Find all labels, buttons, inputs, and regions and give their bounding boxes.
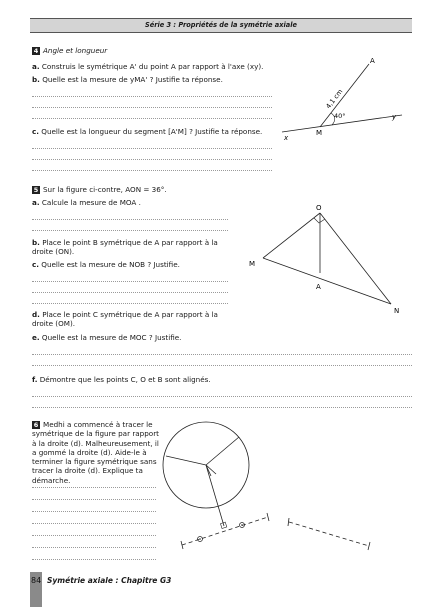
label-n: N bbox=[394, 307, 400, 315]
ex4-a-label: a. bbox=[32, 62, 40, 71]
ex4-b-label: b. bbox=[32, 75, 40, 84]
answer-line[interactable] bbox=[32, 159, 272, 160]
answer-line[interactable] bbox=[32, 219, 228, 220]
ex4-a-text: Construis le symétrique A' du point A par rapport à l'axe (xy). bbox=[41, 62, 264, 71]
base-segment bbox=[182, 517, 268, 545]
ex5-c-text: Quelle est la mesure de NOB ? Justifie. bbox=[41, 260, 180, 269]
ex5-e-label: e. bbox=[32, 333, 40, 342]
answer-line[interactable] bbox=[32, 535, 156, 536]
ex6-figure bbox=[160, 412, 400, 562]
ex4-heading bbox=[32, 46, 107, 55]
ex5-question-b bbox=[32, 238, 230, 257]
answer-line[interactable] bbox=[32, 396, 412, 397]
segment-mn bbox=[263, 258, 391, 304]
ex6-text: Medhi a commencé à tracer le symétrique de la figure par rapport à la droite (d). Malheureusement, il a gommé la droite (d). Aide-le à terminer la figure symétrique sans tracer la droite (d). Explique ta démarche. bbox=[32, 420, 159, 485]
answer-line[interactable] bbox=[32, 107, 272, 108]
ex5-number: 5 bbox=[33, 186, 39, 194]
ex4-c-label: c. bbox=[32, 127, 39, 136]
right-angle-mark bbox=[314, 218, 325, 223]
answer-line[interactable] bbox=[32, 407, 412, 408]
answer-line[interactable] bbox=[32, 499, 156, 500]
ex4-question-b bbox=[32, 75, 223, 84]
tick-mark-dot bbox=[199, 538, 201, 540]
radius-right bbox=[206, 437, 239, 465]
label-m: M bbox=[249, 260, 256, 268]
answer-line[interactable] bbox=[32, 118, 272, 119]
segment-om bbox=[263, 213, 320, 258]
ex5-figure bbox=[240, 196, 420, 320]
answer-line[interactable] bbox=[32, 354, 412, 355]
answer-line[interactable] bbox=[32, 148, 272, 149]
ex5-question-e bbox=[32, 333, 181, 342]
answer-line[interactable] bbox=[32, 230, 228, 231]
ex5-a-text: Calcule la mesure de MOA . bbox=[41, 198, 141, 207]
endpoint-tick bbox=[368, 542, 370, 550]
label-y: y bbox=[392, 113, 397, 121]
ex5-question-f bbox=[32, 375, 211, 384]
answer-line[interactable] bbox=[32, 292, 228, 293]
answer-line[interactable] bbox=[32, 523, 156, 524]
ex5-d-label: d. bbox=[32, 310, 40, 319]
ex4-b-text: Quelle est la mesure de yMA' ? Justifie ta réponse. bbox=[42, 75, 223, 84]
label-a: A bbox=[316, 283, 321, 291]
ex4-number: 4 bbox=[33, 47, 39, 55]
ex4-figure bbox=[276, 52, 406, 144]
series-banner: Série 3 : Propriétés de la symétrie axiale bbox=[30, 18, 412, 33]
ex5-a-label: a. bbox=[32, 198, 40, 207]
label-a: A bbox=[370, 57, 375, 65]
partial-symmetric-segment bbox=[289, 522, 369, 546]
ex4-c-text: Quelle est la longueur du segment [A'M] ? Justifie ta réponse. bbox=[41, 127, 263, 136]
label-o: O bbox=[316, 204, 322, 212]
endpoint-tick bbox=[288, 518, 289, 526]
ex5-c-label: c. bbox=[32, 260, 39, 269]
ex5-intro bbox=[32, 185, 167, 194]
ex5-d-text: Place le point C symétrique de A par rapport à la droite (OM). bbox=[32, 310, 218, 329]
chapter-title: Symétrie axiale : Chapitre G3 bbox=[47, 576, 172, 585]
stem-line bbox=[206, 465, 224, 526]
answer-line[interactable] bbox=[32, 303, 228, 304]
label-m: M bbox=[316, 129, 323, 137]
answer-line[interactable] bbox=[32, 365, 412, 366]
tick-mark-dot bbox=[241, 524, 243, 526]
answer-line[interactable] bbox=[32, 547, 156, 548]
label-length: 4,1 cm bbox=[324, 87, 345, 111]
radius-left bbox=[166, 456, 206, 465]
ex5-question-d bbox=[32, 310, 230, 329]
ex5-b-label: b. bbox=[32, 238, 40, 247]
label-x: x bbox=[284, 134, 289, 142]
ex5-f-label: f. bbox=[32, 375, 38, 384]
ex6-statement bbox=[32, 420, 160, 485]
answer-line[interactable] bbox=[32, 96, 272, 97]
ex4-question-c bbox=[32, 127, 262, 136]
page-number: 84 bbox=[31, 576, 42, 585]
ex4-question-a bbox=[32, 62, 263, 71]
ex5-e-text: Quelle est la mesure de MOC ? Justifie. bbox=[41, 333, 182, 342]
ex5-intro-text: Sur la figure ci-contre, AON = 36°. bbox=[43, 185, 167, 194]
answer-line[interactable] bbox=[32, 559, 156, 560]
ex5-f-text: Démontre que les points C, O et B sont alignés. bbox=[39, 375, 211, 384]
answer-line[interactable] bbox=[32, 487, 156, 488]
answer-line[interactable] bbox=[32, 511, 156, 512]
ex6-number: 6 bbox=[33, 421, 39, 429]
ex5-question-a bbox=[32, 198, 141, 207]
ex5-question-c bbox=[32, 260, 180, 269]
ex5-b-text: Place le point B symétrique de A par rapport à la droite (ON). bbox=[32, 238, 218, 257]
answer-line[interactable] bbox=[32, 281, 228, 282]
segment-on bbox=[320, 213, 391, 304]
answer-line[interactable] bbox=[32, 170, 272, 171]
endpoint-tick bbox=[267, 513, 269, 521]
label-angle: 40° bbox=[334, 112, 346, 120]
ex4-title: Angle et longueur bbox=[43, 46, 108, 55]
